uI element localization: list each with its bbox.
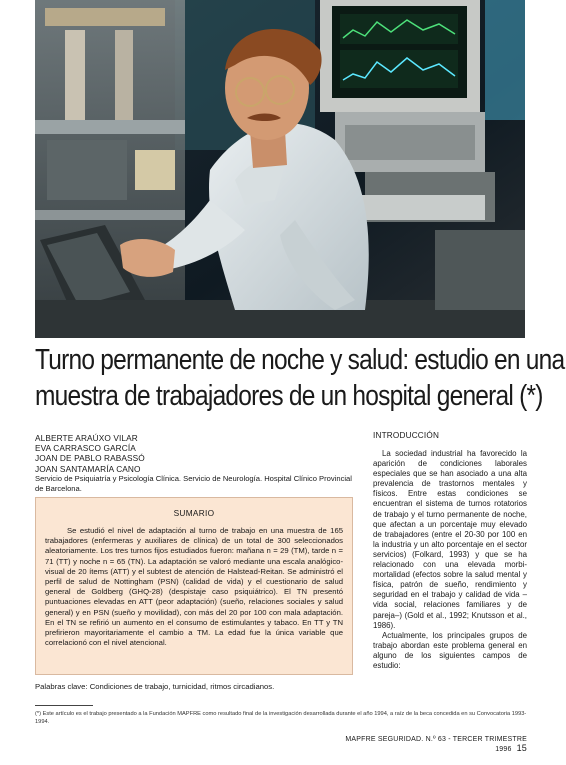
- author: ALBERTE ARAÚXO VILAR: [35, 433, 138, 443]
- author: EVA CARRASCO GARCÍA: [35, 443, 136, 454]
- technician-at-computer-image: [35, 0, 525, 338]
- title-line-1: Turno permanente de noche y salud: estudio en una: [35, 344, 565, 376]
- summary-box: [35, 497, 353, 675]
- title-line-2: muestra de trabajadores de un hospital general (*): [35, 380, 543, 412]
- introduction-paragraph-1: La sociedad industrial ha favorecido la aparición de condiciones laborales especiales que se han asociado a una alta prevalencia de trastornos mentales y físicos. Entre estas condiciones se encuentran el sistema de turnos rotatorios de trabajo y el turno permanente de noche, que afectan a un porcentaje muy elevado de trabajadores (entre el 20-30 por 100 en la industria y un alto porcentaje en el sector servicios) (Folkard, 1993) y que se ha relacionado con una elevada morbi-mortalidad (efectos sobre la salud mental y física, patrón de sueño, rendimiento y seguridad en el trabajo y calidad de vida –vida social, relaciones familiares y de pareja–) (Gold et al., 1992; Knutsson et al., 1986).: [373, 449, 527, 630]
- introduction-column: [373, 431, 527, 671]
- introduction-heading: INTRODUCCIÓN: [373, 431, 440, 440]
- footnote: (*) Este artículo es el trabajo presentado a la Fundación MAPFRE como resultado final de la investigación desarrollada durante el año 1994, a raíz de la beca concedida en su Convocatoria 1993-1994.: [35, 711, 527, 725]
- article-title: [35, 342, 565, 414]
- author: JOAN SANTAMARÍA CANO: [35, 463, 141, 474]
- page-number: 15: [516, 743, 527, 753]
- header-photo: [35, 0, 525, 338]
- author: JOAN DE PABLO RABASSÓ: [35, 453, 145, 464]
- introduction-paragraph-2: Actualmente, los principales grupos de trabajo abordan este problema general en alguno de los siguientes campos de estudio:: [373, 630, 527, 670]
- page-footer: [313, 736, 527, 753]
- footnote-divider: [35, 705, 93, 706]
- author-list: [35, 433, 355, 474]
- keywords: Palabras clave: Condiciones de trabajo, turnicidad, ritmos circadianos.: [35, 682, 275, 691]
- author-affiliation: Servicio de Psiquiatría y Psicología Clínica. Servicio de Neurología. Hospital Clínico Provincial de Barcelona.: [35, 474, 352, 493]
- journal-info: MAPFRE SEGURIDAD. N.º 63 - TERCER TRIMESTRE 1996: [345, 736, 527, 753]
- summary-heading: SUMARIO: [173, 508, 215, 518]
- summary-text: Se estudió el nivel de adaptación al turno de trabajo en una muestra de 165 trabajadores (enfermeras y auxiliares de clínica) de un total de 300 seleccionados aleatoriamente. Los tres turnos fijos estudiados fueron: mañana n = 29 (TM), tarde n = 71 (TT) y noche n = 65 (TN). La adaptación se valoró mediante una escala analógico-visual de 20 ítems (ATT) y el subtest de atención de Halstead-Reitan. Se administró el perfil de salud de Nottingham (PSN) (calidad de vida) y el cuestionario de salud general de Goldberg (GHQ-28) (despistaje caso psiquiátrico). El TN presentó puntuaciones elevadas en ATT (peor adaptación) (sueño, relaciones sociales y salud general) y en PSN (sueño y movilidad), con más del 20 por 100 con mala adaptación. En el TN se refirió un aumento en el consumo de estimulantes y tabaco. En TT y TN prefirieron mayoritariamente el cambio a TM. La edad fue la única variable que correlacionó con el nivel atencional.: [45, 526, 343, 648]
